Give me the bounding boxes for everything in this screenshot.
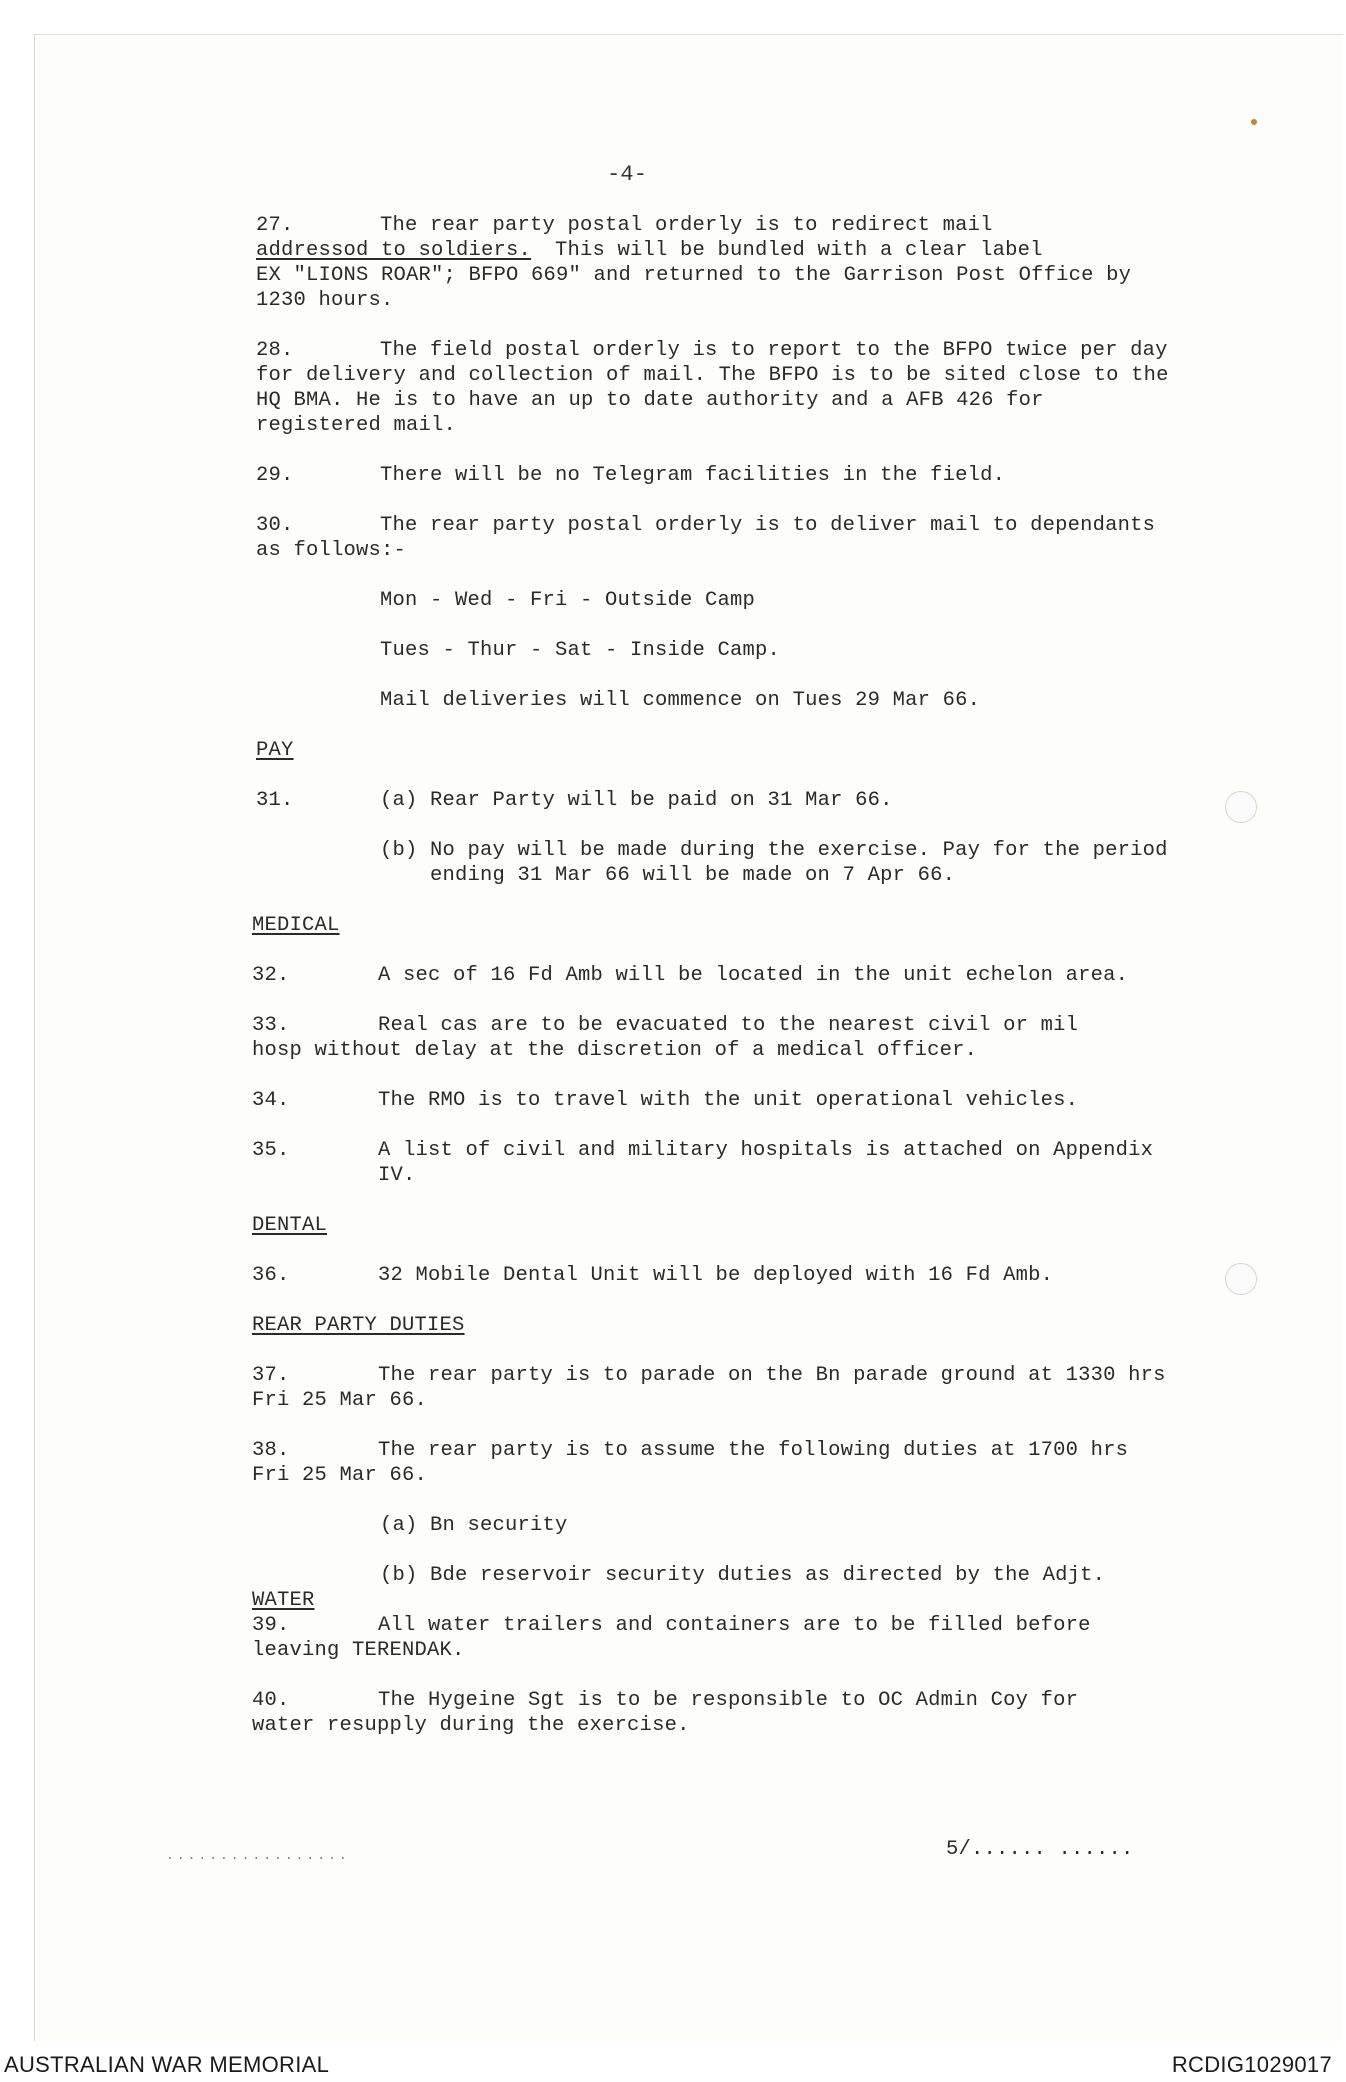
para-28-number: 28. xyxy=(256,339,294,362)
para-30-number: 30. xyxy=(256,514,294,537)
para-36-line1: 32 Mobile Dental Unit will be deployed with 16 Fd Amb. xyxy=(378,1264,1054,1287)
para-31-number: 31. xyxy=(256,789,294,812)
para-29-number: 29. xyxy=(256,464,294,487)
para-37-line1: The rear party is to parade on the Bn parade ground at 1330 hrs xyxy=(378,1364,1166,1387)
punch-hole-upper xyxy=(1225,791,1257,823)
para-37-number: 37. xyxy=(252,1364,290,1387)
para-39-number: 39. xyxy=(252,1614,290,1637)
punch-hole-lower xyxy=(1225,1263,1257,1295)
para-27-line3: EX "LIONS ROAR"; BFPO 669" and returned to the Garrison Post Office by xyxy=(256,264,1132,287)
continuation-marker: 5/...... ...... xyxy=(946,1838,1134,1861)
para-28-line2: for delivery and collection of mail. The BFPO is to be sited close to the xyxy=(256,364,1169,387)
para-29-line1: There will be no Telegram facilities in the field. xyxy=(380,464,1006,487)
para-31-b-line1: (b) No pay will be made during the exercise. Pay for the period xyxy=(380,839,1168,862)
para-38-line1: The rear party is to assume the following duties at 1700 hrs xyxy=(378,1439,1129,1462)
para-32-line1: A sec of 16 Fd Amb will be located in the unit echelon area. xyxy=(378,964,1129,987)
dotted-leader: ................. xyxy=(166,1848,350,1863)
para-30-schedule-1: Mon - Wed - Fri - Outside Camp xyxy=(380,589,756,612)
para-35-line2: IV. xyxy=(378,1164,416,1187)
para-38-a: (a) Bn security xyxy=(380,1514,568,1537)
stain-mark xyxy=(1251,119,1257,125)
para-34-line1: The RMO is to travel with the unit operational vehicles. xyxy=(378,1089,1079,1112)
para-40-line1: The Hygeine Sgt is to be responsible to OC Admin Coy for xyxy=(378,1689,1079,1712)
para-27-line4: 1230 hours. xyxy=(256,289,394,312)
para-30-schedule-3: Mail deliveries will commence on Tues 29 Mar 66. xyxy=(380,689,981,712)
para-27-line1: The rear party postal orderly is to redirect mail xyxy=(380,214,993,237)
para-30-schedule-2: Tues - Thur - Sat - Inside Camp. xyxy=(380,639,781,662)
para-31-b-line2: ending 31 Mar 66 will be made on 7 Apr 66. xyxy=(430,864,956,887)
para-32-number: 32. xyxy=(252,964,290,987)
heading-dental: DENTAL xyxy=(252,1214,328,1237)
para-28-line3: HQ BMA. He is to have an up to date authority and a AFB 426 for xyxy=(256,389,1044,412)
document-page xyxy=(34,34,1343,2041)
heading-medical: MEDICAL xyxy=(252,914,340,937)
heading-water: WATER xyxy=(252,1589,315,1612)
para-33-number: 33. xyxy=(252,1014,290,1037)
para-37-line2: Fri 25 Mar 66. xyxy=(252,1389,428,1412)
para-36-number: 36. xyxy=(252,1264,290,1287)
para-38-line2: Fri 25 Mar 66. xyxy=(252,1464,428,1487)
para-27-line2-underlined: addressod to soldiers. xyxy=(256,239,532,262)
footer-record-id: RCDIG1029017 xyxy=(1171,2052,1332,2077)
para-35-number: 35. xyxy=(252,1139,290,1162)
para-28-line1: The field postal orderly is to report to the BFPO twice per day xyxy=(380,339,1168,362)
para-40-line2: water resupply during the exercise. xyxy=(252,1714,690,1737)
para-27-number: 27. xyxy=(256,214,294,237)
para-28-line4: registered mail. xyxy=(256,414,457,437)
para-40-number: 40. xyxy=(252,1689,290,1712)
para-35-line1: A list of civil and military hospitals is attached on Appendix xyxy=(378,1139,1154,1162)
para-38-b: (b) Bde reservoir security duties as directed by the Adjt. xyxy=(380,1564,1106,1587)
para-39-line1: All water trailers and containers are to be filled before xyxy=(378,1614,1091,1637)
para-30-line2: as follows:- xyxy=(256,539,407,562)
page-number: -4- xyxy=(607,162,648,187)
para-33-line2: hosp without delay at the discretion of a medical officer. xyxy=(252,1039,978,1062)
para-30-line1: The rear party postal orderly is to deliver mail to dependants xyxy=(380,514,1156,537)
para-38-number: 38. xyxy=(252,1439,290,1462)
footer-archive-name: AUSTRALIAN WAR MEMORIAL xyxy=(4,2052,330,2077)
para-33-line1: Real cas are to be evacuated to the nearest civil or mil xyxy=(378,1014,1079,1037)
para-27-line2: This will be bundled with a clear label xyxy=(555,239,1043,262)
para-31-a: (a) Rear Party will be paid on 31 Mar 66. xyxy=(380,789,893,812)
heading-rear-party-duties: REAR PARTY DUTIES xyxy=(252,1314,465,1337)
para-34-number: 34. xyxy=(252,1089,290,1112)
para-39-line2: leaving TERENDAK. xyxy=(252,1639,465,1662)
heading-pay: PAY xyxy=(256,739,294,762)
